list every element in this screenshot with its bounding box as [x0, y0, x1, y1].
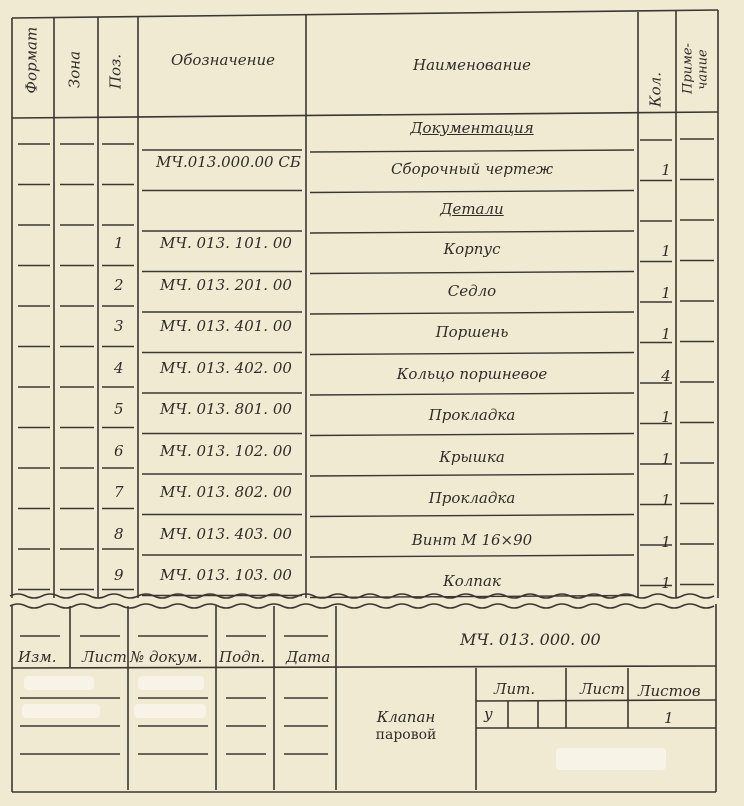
row-name: Корпус: [443, 240, 501, 258]
row-name: Крышка: [439, 447, 505, 466]
row-pos: 7: [114, 483, 124, 501]
doc-row-qty: 1: [661, 161, 671, 179]
sheets-value: 1: [664, 709, 674, 727]
row-pos: 6: [114, 441, 124, 460]
header-designation: Обозначение: [170, 51, 276, 69]
row-designation: МЧ. 013. 403. 00: [160, 524, 292, 543]
row-name: Колпак: [443, 572, 501, 590]
label-sign: Подп.: [219, 648, 266, 666]
label-doc-no: № докум.: [130, 648, 203, 666]
doc-row-designation: МЧ.013.000.00 СБ: [156, 153, 301, 171]
product-name-line2: паровой: [375, 727, 437, 743]
row-designation: МЧ. 013. 402. 00: [160, 358, 292, 377]
row-qty: 1: [661, 283, 671, 302]
doc-row-name: Сборочный чертеж: [390, 160, 554, 178]
row-designation: МЧ. 013. 201. 00: [160, 275, 292, 294]
section-details: Детали: [440, 200, 504, 218]
label-sheets: Листов: [638, 682, 701, 700]
label-list: Лист: [82, 648, 127, 666]
row-pos: 3: [114, 317, 124, 335]
header-pos: Поз.: [106, 53, 125, 90]
header-format: Формат: [22, 26, 41, 94]
product-name-line1: Клапан: [376, 708, 436, 726]
row-name: Прокладка: [428, 406, 516, 424]
row-pos: 9: [114, 566, 124, 584]
row-pos: 1: [114, 234, 124, 252]
title-designation: МЧ. 013. 000. 00: [460, 630, 601, 649]
row-name: Поршень: [435, 323, 509, 341]
erased-patch: [134, 704, 206, 718]
row-name: Седло: [447, 281, 497, 300]
label-date: Дата: [286, 648, 331, 666]
lit-value: у: [484, 705, 493, 723]
row-designation: МЧ. 013. 101. 00: [160, 234, 292, 252]
row-qty: 1: [661, 242, 671, 260]
row-name: Прокладка: [428, 489, 516, 507]
erased-patch: [556, 748, 666, 770]
row-name: Винт М 16×90: [411, 530, 533, 549]
row-qty: 1: [661, 325, 671, 343]
erased-patch: [24, 676, 94, 690]
row-designation: МЧ. 013. 802. 00: [160, 483, 292, 501]
erased-patch: [138, 676, 204, 690]
erased-patch: [22, 704, 100, 718]
header-qty: Кол.: [646, 72, 665, 107]
row-designation: МЧ. 013. 801. 00: [160, 400, 292, 418]
row-qty: 1: [661, 491, 671, 509]
row-pos: 5: [114, 400, 124, 418]
label-lit: Лит.: [494, 680, 536, 698]
header-name: Наименование: [412, 56, 531, 74]
row-pos: 8: [114, 524, 124, 543]
row-qty: 1: [661, 574, 671, 592]
row-name: Кольцо поршневое: [396, 364, 548, 383]
row-qty: 1: [661, 532, 671, 551]
row-designation: МЧ. 013. 103. 00: [160, 566, 292, 584]
row-designation: МЧ. 013. 102. 00: [160, 441, 292, 460]
section-documentation: Документация: [410, 119, 534, 137]
row-qty: 1: [661, 449, 671, 468]
row-pos: 4: [114, 358, 124, 377]
header-note-line2: чание: [695, 49, 711, 90]
label-izm: Изм.: [18, 648, 57, 666]
header-note-line1: Приме-: [680, 43, 696, 94]
row-designation: МЧ. 013. 401. 00: [160, 317, 292, 335]
row-qty: 4: [661, 366, 671, 385]
row-qty: 1: [661, 408, 671, 426]
label-sheet: Лист: [580, 680, 625, 698]
row-pos: 2: [114, 275, 124, 294]
header-zone: Зона: [65, 50, 84, 89]
